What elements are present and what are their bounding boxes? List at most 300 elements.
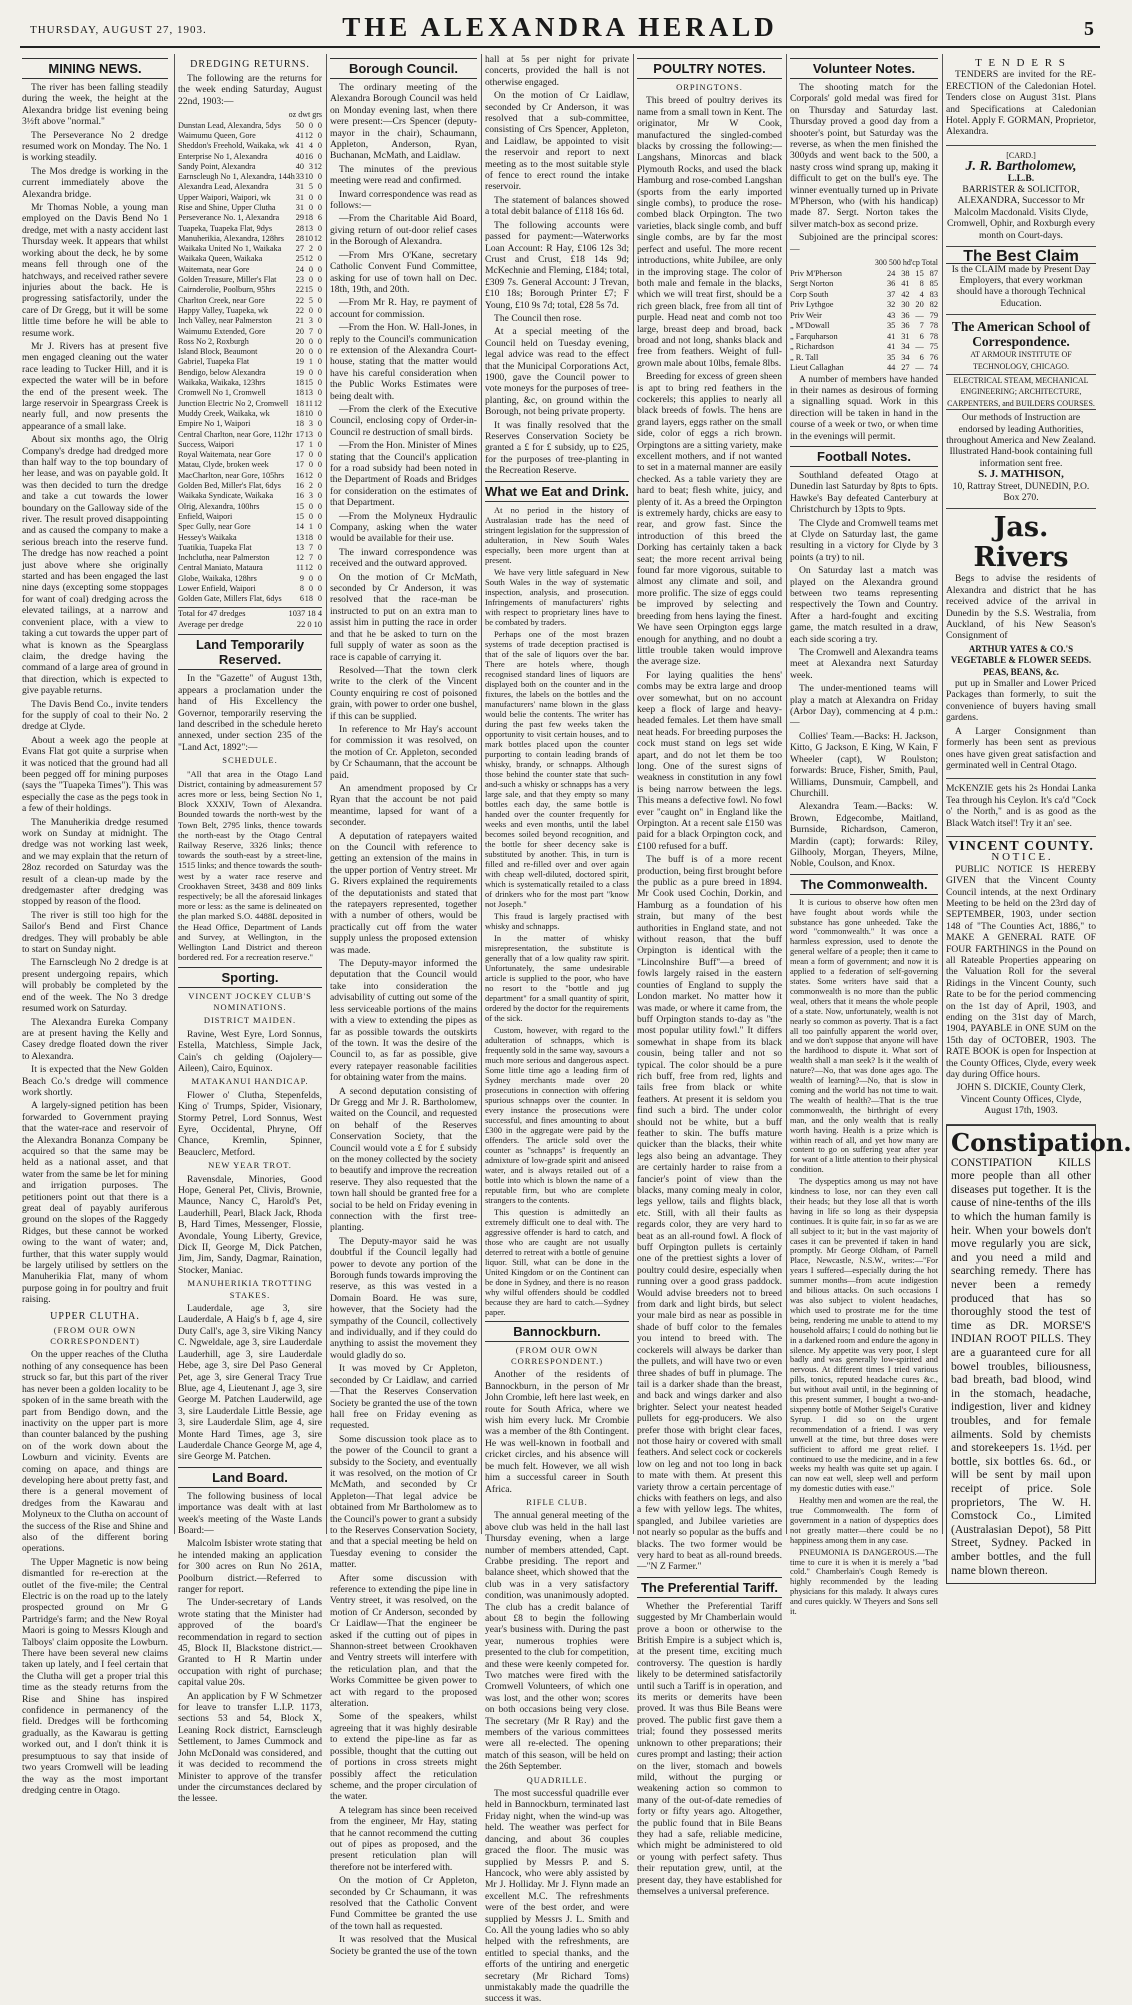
competitor-name: „ R. Tall [790,352,819,362]
table-row [178,347,322,357]
article-paragraph: It is curious to observe how often men have fought about words while the substance has gone unheeded. Take the word "commonwealth." It was once a harmless expression, used to denote the general welfare of a people; then it came to mean a form of government; and now it is applied to a federation of self-governing states. Some writers have said that a commonwealth is no more than the public weal, others that it means the whole people of a state. Now, unfortunately, wealth is not nearly so common as poverty. That is a fact all too painfully apparent the world over, and we don't suppose that anyone will have the hardihood to dispute it. What sort of wealth shall a man seek? Is it the wealth of nature?—No, that was done ages ago. The wealth of learning?—No, that is slow in coming and the world has not time to wait. The wealth of health?—That is the true commonwealth, the birthright of every man, and the only wealth that is really worth having. Health is a prize which is within reach of all, and yet how many are content to go on suffering year after year for want of a little attention to their physical condition. [790,897,938,1175]
article-paragraph: About a week ago the people at Evans Flat got quite a surprise when it was noticed that the ground had all been pegged off for mining purposes (says the "Tuapeka Times"). This was especially the case as the pegs took in a few of their holdings. [22,734,168,815]
table-row [178,368,322,378]
dredge-return: 0 [317,378,322,388]
score-cell: 32 [886,300,896,309]
article-paragraph: The Alexandra Eureka Company are at present having the Kelly and Casey dredge floated down the river to Alexandra. [22,1016,168,1062]
score-cell: 36 [886,279,896,288]
dredge-return: 3 [308,316,313,326]
dredge-return: 29 [295,213,304,223]
dredge-return: 0 [317,553,322,563]
table-row [790,311,938,322]
table-row [178,512,322,522]
eat-drink-heading: What we Eat and Drink. [485,481,629,502]
article-paragraph: Inward correspondence was read as follows:— [330,188,477,212]
dredge-return: 28 [295,233,304,243]
dredge-return: 17 [295,460,304,470]
dredge-name: Perseverance No. 1, Alexandra [178,213,280,223]
competitor-name: „ M'Dowall [790,321,830,330]
article-paragraph: It is expected that the New Golden Beach Co.'s dredge will commence work shortly. [22,1064,168,1098]
article-paragraph: About six months ago, the Olrig Company's dredge had dredged more than half way to the top boundary of her lease, and was on payable gold. It was then decided to turn the dredge and take a cut towards the lower boundary on the Galloway side of the river. The result proved disappointing and as caused the company to make a serious breach into the reserve fund. The dredge has now reached a point just above where she originally started and has been engaged the last nine days (excepting some stoppages for want of coal) dredging across the elevated tailings, at a narrow and convenient place, with a view to taking a cut towards the upper part of what is known as the Spearglass claim, the dredge having the command of a large area of ground in that direction, which is expected to give payable returns. [22,434,168,697]
article-paragraph: In the "Gazette" of August 13th, appears a proclamation under the hand of His Excellency the Governor, temporarily reserving the land described in the schedule hereto annexed, under section 235 of the "Land Act, 1892":— [178,673,322,753]
race-entries: Lauderdale, age 3, sire Lauderdale, A Haig's b f, age 4, sire Duty Call's, age 3, sire Viking Nancy C. Ngweldale, age 3, sire Lauderdale Lauderhill, age 3, sire Lauderdale Hebe, age 3, sire Del Paso General Pet, age 3, sire General Tracy True Blue, age 4, Lieutenant J, age 3, sire George M. Patchen Lauderwild, age 3, sire Lauderdale Little Bessie, age 3, sire Lauderdale Slim, age 4, sire Monte Hard Times, age 3, sire Lauderdale Chance George M, age 4, sire George M. Patchen. [178,1303,322,1463]
table-row [178,543,322,553]
ad-text: McKENZIE gets his 2s Hondai Lanka Tea through his Ceylon. It's ca'd "Cock o' the North," and is as good as the Black Watch itsel'! Try it an' see. [946,783,1096,829]
dredge-return: 13 [304,388,313,398]
table-row [178,131,322,141]
dredge-return: 24 [295,264,304,274]
dredge-return: 0 [317,285,322,295]
dredge-return: 18 [295,378,304,388]
rivers-ad [946,509,1096,779]
score-cell: 76 [929,352,938,362]
table-row [178,296,322,306]
dredge-return: 5 [308,182,313,192]
dredge-name: Central Charlton, near Gore, 112hr [178,429,293,439]
article-paragraph: Subjoined are the principal scores:— [790,232,938,255]
article-paragraph: A largely-signed petition has been forwarded to Government praying that the water-race and reservoir of the Alexandra Bonanza Company be acquired so that the same may be held as a national asset, and that water from the same be let for mining and irrigation purposes. The petitioners point out that there is a great deal of payably auriferous ground on the slopes of the Raggedy Ridges, but these cannot be worked owing to the want of water; and, further, that this water supply would be largely utilised by settlers on the Manuherikia Flat, many of whom purpose going in for poultry and fruit raising. [22,1100,168,1306]
article-paragraph: Some of the speakers, whilst agreeing that it was highly desirable to extend the pipe-line as far as possible, thought that the cutting out of portions in cross streets might possibly affect the reticulation scheme, and the proper circulation of the water. [330,1711,477,1803]
dredge-return: 15 [304,285,313,295]
article-paragraph: A second deputation consisting of Dr Gregg and Mr J. R. Bartholomew, waited on the Council, and requested on behalf of the Reserves Conservation Society, that the Council would vote a £ for £ subsidy on the money collected by the society to beautify and improve the recreation reserve. They also requested that the town hall should be granted free for a social to be held on Friday evening in connection with the first tree-planting. [330,1085,477,1234]
ad-heading: Constipation. [951,1127,1132,1157]
table-row [178,316,322,326]
dredge-return: 0 [308,336,313,346]
dredge-return: 2 [308,244,313,254]
article-paragraph: The following business of local importance was dealt with at last week's meeting of the Waste Lands Board:— [178,1490,322,1536]
column-rule [633,54,634,1534]
dredge-return: 18 [295,398,304,408]
table-row [178,152,322,162]
dredge-return: 0 [308,501,313,511]
column-mining-news [22,54,169,1796]
address: 10, Rattray Street, DUNEDIN, P.O. Box 270. [952,480,1090,503]
article-paragraph: The annual general meeting of the above club was held in the hall last Thursday evening, when a large number of members attended, Capt. Crabbe presiding. The report and balance sheet, which showed that the club was in a very satisfactory condition, was unanimously adopted. The club has a credit balance of about £8 to begin the following year's business with. During the past year, numerous trophies were presented to the club for competition, and these were keenly competed for. Two matches were fired with the Cromwell Volunteers, of which one was lost, and the other won; scores on both occasions being very close. The secretary (Mr R Ray) and the members of the various committees were all re-elected. The opening match of this season, will be held on the 26th September. [485,1510,629,1773]
article-paragraph: —From the Hon. W. Hall-Jones, in reply to the Council's communication re extension of the Alexandra Court-house, stating that the matter would have his careful consideration when the Public Works Estimates were being dealt with. [330,322,477,402]
article-paragraph: —From the clerk of the Executive Council, enclosing copy of Order-in-Council re destruction of small birds. [330,403,477,438]
dredge-return: 8 [299,583,304,593]
scores-header: 300 500 hd'cp Total [874,258,938,268]
article-paragraph: The ordinary meeting of the Alexandra Borough Council was held on Monday evening last, when there were present:—Crs Spencer (deputy-mayor in the chair), Schaumann, Appleton, Anderson, Ryan, Buchanan, McMath, and Laidlaw. [330,82,477,162]
table-row [790,332,938,343]
dredging-returns-heading: DREDGING RETURNS. [190,59,310,70]
column-rule [942,54,943,1534]
dredge-name: Junction Electric No 2, Cromwell [178,398,289,408]
dredge-name: Enfield, Waipori [178,511,233,521]
table-row [178,491,322,501]
dredge-return: 12 [313,161,322,171]
article-paragraph: At a special meeting of the Council held on Tuesday evening, legal advice was read to the effect that the Municipal Corporations Act, 1900, gave the Council power to vote moneys for the purposes of tree-planting, &c, on ground within the Borough, not being private property. [485,326,629,418]
article-paragraph: Mr J. Rivers has at present five men engaged cleaning out the water race leading to Tucker Hill, and it is expected the water will be in before the end of the present week. The large reservoir in Speargrass Creek is nearly full, and now presents the appearance of a small lake. [22,340,168,432]
dredge-return: 6 [299,594,304,604]
article-paragraph: The inward correspondence was received and the outward approved. [330,546,477,570]
table-row [178,244,322,254]
table-row [790,342,938,353]
dredge-return: 0 [317,408,322,418]
constipation-ad [946,1125,1132,1584]
dredge-name: Waikaka Queen, Waikaka [178,254,263,264]
units-header: oz dwt grs [288,110,322,120]
article-paragraph: We have very little safeguard in New South Wales in the way of systematic inspection, analysis, and prosecution. Infringements of manufacturers' rights with respect to proprietary lines have to be combated by traders. [485,566,629,627]
score-cell: — [915,363,924,372]
table-row [178,419,322,429]
dredge-return: 19 [295,357,304,367]
column-rule [481,54,482,1534]
dredge-return: 7 [308,542,313,552]
score-cell: 6 [919,331,924,341]
article-paragraph: This question is admittedly an extremely difficult one to deal with. The aggressive offender is hard to catch, and those who are caught are not usually deterred to retreat with a bottle of genuine liquor. Still, what can be done in the United Kingdom or on the Continent can be done in Sydney, and there is no reason why wilful offenders should be coddled because they are hard to catch.—Sydney paper. [485,1206,629,1317]
table-row [178,409,322,419]
dredge-return: 13 [304,429,313,439]
dredge-name: Waikaka, Waikaka, 123hrs [178,378,266,388]
dredge-return: 17 [295,429,304,439]
score-cell: 4 [919,289,924,299]
average-row [178,619,322,630]
dredge-name: Charlton Creek, near Gore [178,295,265,305]
land-board-heading: Land Board. [178,1467,322,1488]
dredge-return: 0 [317,347,322,357]
article-paragraph: The following are the returns for the week ending Saturday, August 22nd, 1903:— [178,73,322,107]
article-paragraph: It was finally resolved that the Reserves Conservation Society be granted a £ for £ subsidy, up to £25, for the purposes of tree-planting in the Recreation Reserve. [485,419,629,477]
dredge-return: 2 [308,481,313,491]
article-paragraph: —From Mr R. Hay, re payment of account for commission. [330,297,477,320]
dredge-return: 0 [317,275,322,285]
dredge-return: 22 [295,285,304,295]
dredge-name: Island Block, Beaumont [178,347,258,357]
dredge-return: 12 [304,130,313,140]
dredge-name: Inch Valley, near Palmerston [178,316,272,326]
article-paragraph: "All that area in the Otago Land District, containing by admeasurement 57 acres more or less, being Section No 1, Block XXXIV, Town of Alexandra. Bounded towards the north-west by the Town Belt, 2795 links, thence towards the north-east by the Otago Central Railway Reserve, 3326 links; thence towards the south-east by a street-line, 1515 links; and thence towards the south-west by a water race reserve and Crookhaven Street, 3438 and 809 links respectively; be all the aforesaid linkages more or less: as the same is delineated on the plan marked S.O. 4488L deposited in the Head Office, Department of Lands and Survey, at Wellington, in the Wellington Land District and thereon bordered red. For a recreation reserve." [178,768,322,963]
dredge-return: 5 [308,295,313,305]
dredge-return: 0 [317,532,322,542]
table-row [178,182,322,192]
table-row [178,502,322,512]
dredge-name: Waimumu Queen, Gore [178,130,256,140]
article-paragraph: —From the Molyneux Hydraulic Company, asking when the water would be available for their use. [330,510,477,545]
dredge-return: 0 [317,439,322,449]
dredge-name: Enterprise No 1, Alexandra [178,151,268,161]
column-eat-drink [485,54,629,2005]
table-row [178,327,322,337]
dredge-return: 14 [295,522,304,532]
article-paragraph: The Mos dredge is working in the current immediately above the Alexandra bridge. [22,165,168,200]
race-entries: Flower o' Clutha, Stepenfelds, King o' Trumps, Spider, Visionary, Stormy Petrel, Lord Sonnus, West Eyre, Occidental, Phryne, Off Chance, Kremlin, Spinner, Beauclerc, Metford. [178,1089,322,1158]
dredge-return: 0 [317,491,322,501]
dredge-name: Empire No 1, Waipori [178,419,251,429]
ad-text: TENDERS are invited for the RE-ERECTION of the Caledonian Hotel. Tenders close on August 31st. Plans and Specifications at Caledonian Hotel. Apply F. GORMAN, Proprietor, Alexandra. [946,69,1096,138]
land-reserved-heading: Land Temporarily Reserved. [178,634,322,670]
dredge-return: 12 [304,254,313,264]
table-row [178,265,322,275]
score-cell: 34 [901,352,910,362]
dredge-return: 18 [295,419,304,429]
race-entries: Ravine, West Eyre, Lord Sonnus, Estella, Matchless, Simple Jack, Cain's ch gelding (Oajolery—Aileen), Cairo, Equinox. [178,1028,322,1074]
dredge-name: Golden Treasure, Miller's Flat [178,275,277,285]
race-heading: MATAKANUI HANDICAP. [191,1076,309,1087]
dredge-return: 18 [304,532,313,542]
dredge-return: 0 [317,254,322,264]
table-row [178,141,322,151]
table-row [178,172,322,182]
dredge-name: Inchclutha, near Palmerston [178,553,270,563]
article-paragraph: —From the Hon. Minister of Mines stating that the Council's application for a road subsidy had been noted in the Department of Roads and Bridges for consideration on the estimates of that Department. [330,440,477,509]
dredge-return: 22 [295,305,304,315]
dredge-name: Globe, Waikaka, 128hrs [178,573,257,583]
advertiser-name: S. J. MATHISON, [978,468,1064,481]
article-paragraph: The buff is of a more recent production, being first brought before the public as a pure breed in 1894. Mr Cook used Cochin, Dorkin, and Hamburg as a foundation of his strain, but many of the best authorities in England state, and not without reason, that the buff Orpington is identical with the "Lincolnshire Buff"—a breed of fowls largely raised in the eastern counties of England to supply the London market. No matter how it was made, or where it came from, the buff Orpington stands to-day as "the most popular utility fowl." It differs somewhat in shape from its black cousin, being taller and not so typical. The color should be a pure rich buff, free from red, lights and tails free from black or white feathers. At present it is seldom you find such a bird. The under color should not be white, but a buff feather to skin. The buffs mature quicker than the blacks, their white legs also being an advantage. They are certainly harder to raise from a fancier's point of view than the blacks, many coming mealy in color, legs yellow, tails and flights black, etc. Still, with all their faults as regards color, they are very hard to beat as an all-round fowl. A flock of buff Orpington pullets is certainly one of the prettiest sights a lover of poultry could desire, especially when running over a good grass paddock. Would advise breeders not to breed from dark and light birds, but select your male bird as near as possible in shade of buff color to the females you intend to breed with. The cockerels will always be darker than the pullets, and will have two or even three shades of buff in plumage. The tail is a darker shade than the breast, and back and wings darker and also brighter. Select your neatest headed pullets for egg-producers. We also prefer those with bright clear faces, not those hairy or covered with small feathers. And select cock or cockerels low on leg and not too long in back to mate with them. At present this variety throw a certain percentage of chicks with feathers on legs, and also a few with yellow legs. The whites, spangled, and Jubilee varieties are not nearly so popular as the buffs and blacks. The two former would be very hard to beat as all-round breeds.—"N Z Farmer." [637,854,782,1573]
article-paragraph: After some discussion with reference to extending the pipe line in Ventry street, it was resolved, on the motion of Cr Anderson, seconded by Cr Laidlaw—That the engineer be asked if the cutting out of pipes in Shannon-street between Crookhaven and Ventry streets will interfere with the reticulation plan, and that the Works Committee be given power to act with regard to the proposed alteration. [330,1572,477,1710]
score-cell: 7 [919,321,924,330]
dredge-return: 27 [295,244,304,254]
football-notes-heading: Football Notes. [790,446,938,467]
table-row [790,290,938,301]
article-paragraph: The Manuherikia dredge resumed work on Sunday at midnight. The dredge was not working last week, and we may explain that the return of 28oz recorded on Saturday was the result of a clean-up made by the dredgemaster after dredging was stopped by reason of the flood. [22,816,168,908]
dredge-return: 41 [295,130,304,140]
dredge-return: 0 [308,511,313,521]
tenders-ad [946,54,1096,146]
dredge-return: 0 [317,305,322,315]
article-paragraph: This breed of poultry derives its name from a small town in Kent. The originator, Mr W Cook, manufactured the singled-combed blacks by crossing the following:—Langshans, Minorcas and black Plymouth Rocks, and used the black Hamburg and rose-combed Langshan (sports from the early imported single combs), to produce the rose-combed black Orpington. The two varieties, black single comb, and buff single combs, are by far the most perfect and useful. The more recent introductions, white Jubilee, are only in the improving stage. The color of both male and female in the blacks, which we will treat first, should be a rich green black, free from all tint of purple. Head neat and comb not too large, breast deep and broad, back broad and not long, shanks black and free from feathers. Weight of full-grown male about 10lbs, female 8lbs. [637,95,782,369]
article-paragraph: Collies' Team.—Backs: H. Jackson, Kitto, G Jackson, E King, W Kain, F Wheeler (capt), W Roulston; forwards: Bruce, Fisher, Smith, Paul, Williams, Dunsmuir, Campbell, and Churchill. [790,730,938,799]
ad-text: A Larger Consignment than formerly has been sent as previous ones have given great satisfaction and germinated well in Central Otago. [946,725,1096,771]
dredge-name: Earnscleugh No 1, Alexandra, 144h [178,172,295,182]
article-paragraph: The Cromwell and Alexandra teams meet at Alexandra next Saturday week. [790,647,938,681]
american-school-ad [946,315,1096,509]
article-paragraph: On the motion of Cr Laidlaw, seconded by Cr Anderson, it was resolved that a sub-committee, consisting of Crs Spencer, Appleton, and Laidlaw, be appointed to visit the reservoir and report to next meeting as to the most suitable style of fence to erect round the intake reservoir. [485,90,629,193]
volunteer-notes-heading: Volunteer Notes. [790,58,938,79]
issue-date: THURSDAY, AUGUST 27, 1903. [30,24,207,36]
dredge-return: 1 [308,357,313,367]
score-cell: 6 [919,352,924,362]
dredge-return: 31 [295,192,304,202]
poultry-notes-heading: POULTRY NOTES. [637,58,782,79]
table-row [178,275,322,285]
dredge-name: Matau, Clyde, broken week [178,460,269,470]
dredge-return: 31 [295,203,304,212]
dredge-return: 0 [317,120,322,130]
dredge-return: 0 [317,367,322,377]
article-paragraph: In reference to Mr Hay's account for commission it was resolved, on the motion of Cr. Appleton, seconded by Cr Schaumann, that the account be paid. [330,723,477,781]
score-cell: 78 [929,321,938,330]
dredge-return: 0 [308,347,313,357]
article-paragraph: The Deputy-mayor said he was doubtful if the Council legally had power to devote any portion of the Borough funds towards improving the reserve, as this was vested in a Domain Board. He was sure, however, that the Society had the sympathy of the Council, collectively and individually, and if they could do anything to assist the movement they would gladly do so. [330,1235,477,1361]
dredge-name: Cairnderolie, Poolburn, 95hrs [178,285,276,295]
dredge-return: 0 [317,501,322,511]
score-cell: 20 [915,300,924,309]
dredge-return: 0 [308,264,313,274]
page-number: 5 [1084,18,1094,40]
dredge-return: 3 [308,419,313,429]
newspaper-title: THE ALEXANDRA HERALD [342,12,778,42]
article-paragraph: The dyspeptics among us may not have kindness to lose, nor can they even call their heads; but they lose all that is worth having in life so long as their dyspepsia continues. It is quite fair, in so far as we are all subject to it; but in the vast majority of cases it can be prevented if taken in hand promptly. Mr George Oldham, of Parnell Place, Newcastle, N.S.W., writes:—"For years I suffered—especially during the hot summer months—from acute indigestion and bilious attacks. On such occasions I was also subject to violent headaches, which used to prostrate me for the time being, rendering me unable to attend to my household affairs; I could do nothing but lie in a darkened room and endure the agony in silence. My appetite was very poor, I slept badly and was generally low-spirited and nervous. At different times I tried various pills, tonics, reputed headache cures &c., but without avail until, in the beginning of this present summer, I bought a two-and-sixpenny bottle of Mother Seigel's Curative Syrup. I did so on the urgent recommendation of a friend. I was very unwell at the time, but three doses were sufficient to afford me great relief. I continued to use the medicine, and in a few weeks my health was quite set up again. I can now eat well, sleep well and perform my domestic duties with ease." [790,1177,938,1494]
article-paragraph: hall at 5s per night for private concerts, provided the hall is not otherwise engaged. [485,54,629,88]
article-paragraph: Some discussion took place as to the power of the Council to grant a subsidy to the Society, and eventually it was resolved, on the motion of Cr McMath, and seconded by Cr Appleton—That legal advice be obtained from Mr Bartholomew as to the Council's power to grant a subsidy to the Reserves Conservation Society, and that a special meeting be held on Tuesday evening to consider the matter. [330,1433,477,1571]
race-heading: NEW YEAR TROT. [208,1160,292,1171]
dredge-return: 0 [308,192,313,202]
article-paragraph: Alexandra Team.—Backs: W. Brown, Edgecombe, Maitland, Burnside, Richardson, Cameron, Mardin (capt); forwards: Riley, Gilhooly, Morgan, Theyers, Milne, Noble, Coulson, and Knox. [790,801,938,870]
dredge-name: Bendigo, below Alexandra [178,367,266,377]
race-heading: MANUHERIKIA TROTTING STAKES. [187,1278,313,1300]
table-row [178,533,322,543]
dredge-return: 0 [317,326,322,336]
ad-heading: Jas. Rivers [973,512,1069,574]
dredge-return: 18 [295,388,304,398]
table-row [790,321,938,332]
article-paragraph: The Council then rose. [494,312,582,324]
table-row [178,306,322,316]
score-cell: 85 [929,279,938,288]
dredge-return: 0 [317,192,322,202]
table-row [790,363,938,374]
dredge-return: 20 [295,336,304,346]
score-cell: 35 [886,352,896,362]
table-row [178,224,322,234]
article-paragraph: Healthy men and women are the real, the true Commonwealth. The form of government in a nation of dyspeptics does not greatly matter—there could be no happiness among them in any case. [790,1496,938,1545]
dredge-return: 21 [295,316,304,326]
byline: (FROM OUR OWN CORRESPONDENT) [50,1324,140,1347]
signature: JOHN S. DICKIE, County Clerk, Vincent County Offices, Clyde, August 17th, 1903. [956,1082,1086,1117]
dredge-return: 41 [295,141,304,151]
competitor-name: „ Richardson [790,342,834,351]
score-cell: 41 [886,331,896,341]
article-paragraph: Perhaps one of the most brazen systems of trade deception practised is that of the sale of liquors over the bar. There are hotels where, though recognised standard lines of liquors are displayed both on the counter and in the fixtures, the labels on the bottles and the manufacturers' name blown in the glass would belie the contents. The writer has during the past few weeks taken the opportunity to visit certain houses, and to mark bottles placed upon the counter purporting to contain leading brands of whisky, brandy, or schnapps. Although those behind the counter state that such-and-such a whisky or schnapps has a very large sale, and that they empty so many bottles each day, the same bottle is handed over the counter frequently for weeks and even months, until the label becomes soiled beyond recognition, and the bottle for sheer decency sake is substituted by another. This, in turn is filled and re-filled over and over again with cheap well-diluted, doctored spirit, which is systematically retailed to a class of drinkers who for the most part "know not Joseph." [485,628,629,909]
race-heading: DISTRICT MAIDEN. [203,1015,297,1026]
dredge-return: 0 [317,151,322,161]
article-paragraph: An amendment proposed by Cr Ryan that the account be not paid meantime, lapsed for want of a seconder. [330,782,477,829]
mining-news-heading: MINING NEWS. [22,58,168,79]
table-row [178,574,322,584]
article-paragraph: —From the Charitable Aid Board, giving return of out-door relief cases in the Borough of Alexandra. [330,213,477,248]
article-paragraph: PNEUMONIA IS DANGEROUS.—The time to cure it is when it is merely a "bad cold." Chamberlain's Cough Remedy is highly recommended by the leading physicians for this malady. It always cures and cures quickly. W Theyers and Sons sell it. [790,1547,938,1617]
score-cell: 38 [901,268,910,278]
score-cell: 8 [919,279,924,288]
table-row [178,285,322,295]
bannockburn-heading: Bannockburn. [485,1321,629,1342]
dredge-return: 11 [296,563,304,573]
dredge-return: 40 [295,161,304,171]
average-label: Average per dredge [178,619,244,629]
ad-text: PUBLIC NOTICE IS HEREBY GIVEN that the Vincent County Council intends, at the next Ordinary Meeting to be held on the 23rd day of SEPTEMBER, 1903, under section 148 of "The Counties Act, 1886," to MAKE A GENERAL RATE OF FOUR FARTHINGS in the Pound on all Rateable Properties appearing on the Valuation Roll for the several Ridings in the Vincent County, such Rate to be for the period commencing on the 1st day of April, 1903, and ending on the 31st day of March, 1904, PAYABLE in ONE SUM on the 15th day of OCTOBER, 1903. The RATE BOOK is open for Inspection at the County Offices, Clyde, every week day during Office hours. [946,863,1096,1081]
dredge-return: 3 [308,491,313,501]
dredge-return: 17 [295,439,304,449]
score-cell: 79 [929,310,938,320]
article-paragraph: The following accounts were passed for payment:—Waterworks Loan Account: R Hay, £106 12s 3d; Crust and Crust, £18 14s 9d; McKechnie and Fleming, £184; total, £309 7s. General Account: J Trevan, £10 18s; Borough Printer £7; F Young, £10 9s 7d; total, £28 5s 7d. [485,219,629,311]
competitor-name: Priv Weir [790,310,822,320]
bartholomew-card-ad [946,146,1096,247]
dredge-return: 12 [295,553,304,563]
article-paragraph: Malcolm Isbister wrote stating that he intended making an application for 300 acres on Run No 261A, Poolburn district.—Referred to ranger for report. [178,1538,322,1595]
dredge-name: Golden Bed, Miller's Flat, 6dys [178,481,281,491]
score-cell: 41 [901,279,910,288]
dredge-return: 10 [304,408,313,418]
dredge-name: Spec Gully, near Gore [178,522,251,532]
dredge-return: 6 [317,213,322,223]
ad-text: Our methods of Instruction are endorsed by leading Authorities, throughout America and New Zealand. [946,412,1096,446]
article-paragraph: The Perseverance No 2 dredge resumed work on Monday. The No. 1 is working steadily. [22,129,168,164]
article-paragraph: The statement of balances showed a total debit balance of £118 16s 6d. [485,194,629,218]
dredge-return: 0 [308,275,313,285]
dredge-name: Central Maniato, Mataura [178,563,263,573]
subheading: RIFLE CLUB. [526,1496,588,1507]
competitor-name: Lieut Callaghan [790,363,844,372]
article-paragraph: On the upper reaches of the Clutha nothing of any consequence has been struck so far, but this part of the river has never been a golden locality to be spoken of in the same breath with the part from Bendigo down, and the inactivity on the upper part is more than counter balanced by the pushing on of the work down about the Lowburn and vicinity. Events are coming on apace, and things are developing here about pretty fast, and there is a general movement of dredges from the Kawarau and Molyneux to the Clutha on account of the success of the Rise and Shine and also of the different boring operations. [22,1349,169,1555]
dredge-return: 0 [317,244,322,254]
table-row [178,254,322,264]
article-paragraph: A telegram has since been received from the engineer, Mr Hay, stating that he cannot recommend the cutting out of pipes as proposed, and the present reticulation plan will therefore not be interfered with. [330,1804,477,1873]
average-value: 22 0 10 [296,619,322,629]
column-advertisements [946,54,1132,1577]
dredge-return: 7 [308,553,313,563]
dredge-return: 13 [295,532,304,542]
dredge-name: Muddy Creek, Waikaka, wk [178,408,270,418]
dredge-return: 0 [317,295,322,305]
score-cell: 82 [929,300,938,309]
ad-heading: The Best Claim [946,251,1096,263]
dredge-return: 0 [317,583,322,593]
dredge-return: 25 [295,254,304,264]
score-cell: 15 [915,268,924,278]
table-row [178,121,322,131]
dredge-return: 16 [295,481,304,491]
score-cell: 27 [901,363,910,372]
dredge-name: Lower Enfield, Waipori [178,583,256,593]
score-cell: 24 [886,268,896,278]
dredge-return: 0 [308,573,313,583]
score-cell: 31 [901,331,910,341]
score-cell: 43 [886,310,896,320]
dredge-return: 0 [317,223,322,233]
dredge-return: 40 [295,151,304,161]
subheading: QUADRILLE. [526,1774,588,1785]
dredge-return: 0 [317,357,322,367]
dredge-name: Ross No 2, Roxburgh [178,336,249,346]
ad-heading: The American School of Correspondence. [951,319,1091,350]
article-paragraph: This fraud is largely practised with whisky and schnapps. [485,910,629,931]
dredge-return: 12 [304,470,313,480]
dredge-return: 0 [317,470,322,480]
dredge-name: Alexandra Lead, Alexandra [178,182,269,192]
dredge-return: 0 [317,316,322,326]
dredge-return: 15 [304,378,313,388]
ad-text: CONSTIPATION KILLS more people than all other diseases put together. It is the cause of nine-tenths of the ills to which the human family is heir. When your bowels don't move regularly you are sick, and you need a mild and searching remedy. There has never been a remedy produced that has so thoroughly stood the test of time as DR. MORSE'S INDIAN ROOT PILLS. They are a guaranteed cure for all bowel troubles, biliousness, bad breath, bad blood, wind in the stomach, headache, indigestion, liver and kidney troubles, and for female ailments. Sold by chemists and storekeepers 1s. 1½d. per bottle, six bottles 6s. 6d., or will be sent by mail upon receipt of price. Sole proprietors, The W. H. Comstock Co., Limited (Australasian Depot), 58 Pitt Street, Sydney. Packed in amber bottles, and the full name blown thereon. [951,1156,1091,1577]
ad-text: BARRISTER & SOLICITOR, ALEXANDRA, Successor to Mr Malcolm Macdonald. Visits Clyde, Cromwell, Ophir, and Roxburgh every month on Court-days. [946,184,1096,241]
score-cell: 37 [886,289,896,299]
dredge-return: 10 [304,172,313,182]
dredge-name: Happy Valley, Tuapeka, wk [178,305,269,315]
total-label: Total for 47 dredges [178,608,246,618]
score-cell: 78 [929,331,938,341]
total-row [178,607,322,619]
dredge-return: 1 [308,522,313,532]
score-cell: 44 [886,363,896,372]
article-paragraph: Southland defeated Otago at Dunedin last Saturday by 8pts to 6pts. Hawke's Bay defeated Canterbury at Christchurch by 13pts to 9pts. [790,469,938,516]
mckenzie-tea-ad [946,779,1096,837]
article-paragraph: At no period in the history of Australasian trade has the need of stringent legislation for the suppression of adulteration, in New South Wales especially, been more urgent than at present. [485,504,629,565]
dredge-return: 0 [317,573,322,583]
competitor-name: Sergt Norton [790,279,834,288]
article-paragraph: In the matter of whisky misrepresentation, the substitute is generally that of a low quality raw spirit. Unfortunately, the same undesirable article is supplied to the poor, who have no resort to the "bottle and jug department" for a small quantity of spirit, ordered by the doctor for the requirements of the sick. [485,932,629,1023]
column-dredging-returns [178,54,322,1805]
article-paragraph: The Davis Bend Co., invite tenders for the supply of coal to their No. 2 dredge at Clyde. [22,698,168,733]
dredge-name: Waikaka United No 1, Waikaka [178,244,282,254]
competitor-name: „ Farquharson [790,331,838,341]
dredge-return: 16 [304,151,313,161]
dredge-return: 1 [308,439,313,449]
table-row [790,353,938,364]
dredge-return: 0 [317,450,322,460]
table-row [178,337,322,347]
score-cell: 30 [901,300,910,309]
